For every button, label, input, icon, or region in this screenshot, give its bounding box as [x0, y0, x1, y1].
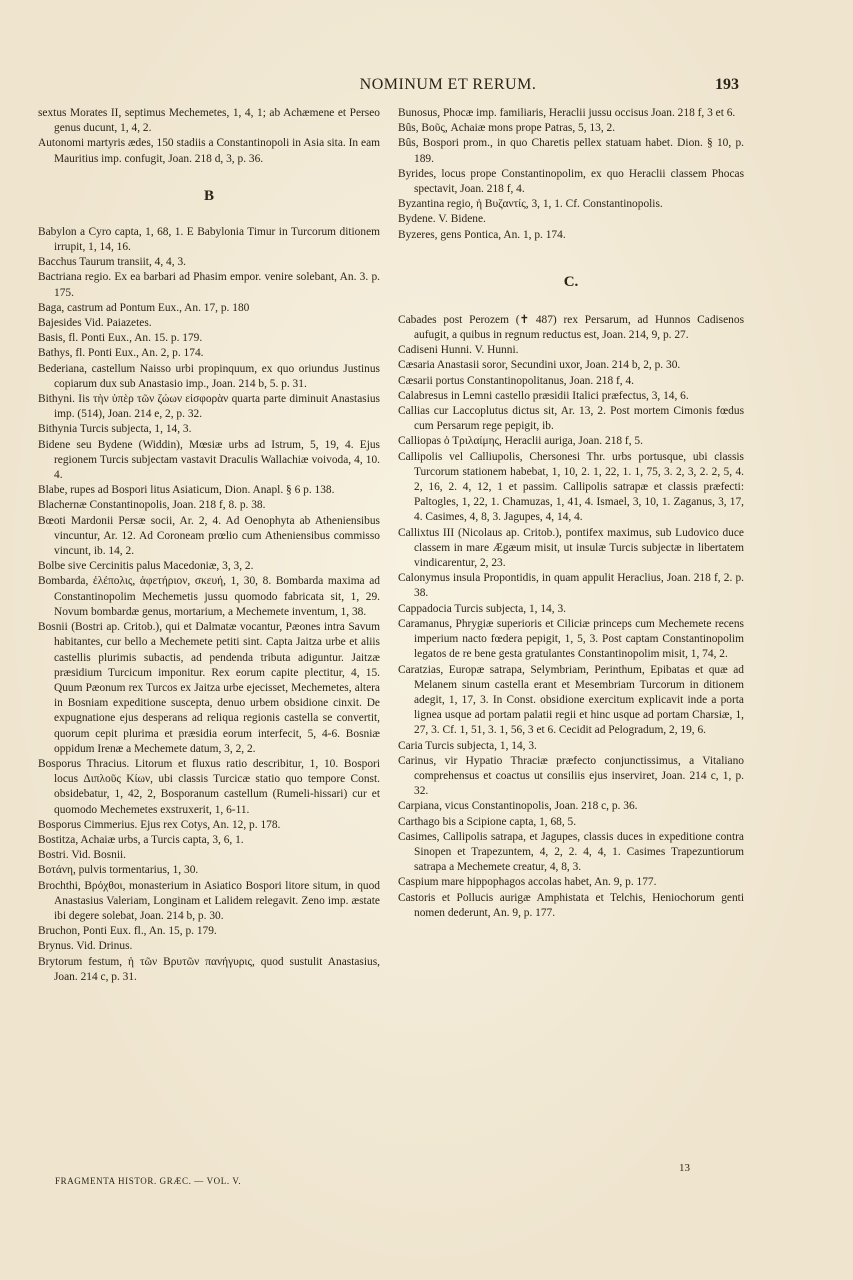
index-entry: Callipolis vel Calliupolis, Chersonesi Thr. urbs portusque, ubi classis Turcorum stationem habebat, 1, 10, 2. 1, 22, 1. 1, 75, 3. 2, 3, 2. 2, 5, 4. 2, 16, 2. 4, 12, 1 et passim. Callipolis satrapæ et classis præfecti: Paltogles, 1, 22, 1. Chamuzas, 1, 41, 4. Ismael, 3, 10, 1. Zaganus, 3, 17, 4. Casimes, 4, 8, 3. Jagupes, 4, 14, 4. [398, 450, 744, 524]
index-entry: Cæsaria Anastasii soror, Secundini uxor, Joan. 214 b, 2, p. 30. [398, 359, 681, 372]
index-entry: Caramanus, Phrygiæ superioris et Ciliciæ princeps cum Mechemete recens imperium nacto fœdera pepigit, 1, 5, 3. Post captam Constantinopolim legatos de re bene gesta gratulantes Constantinopolim misit, 1, 74, 2. [398, 617, 744, 661]
index-entry: Bûs, Bospori prom., in quo Charetis pellex statuam habet. Dion. § 10, p. 189. [398, 137, 744, 165]
index-entry: Carpiana, vicus Constantinopolis, Joan. 218 c, p. 36. [398, 800, 638, 813]
index-column-left [38, 106, 380, 985]
index-entry: Cæsarii portus Constantinopolitanus, Joan. 218 f, 4. [398, 374, 635, 387]
index-entry: Bactriana regio. Ex ea barbari ad Phasim empor. venire solebant, An. 3. p. 175. [38, 271, 380, 299]
index-entry: Caspium mare hippophagos accolas habet, An. 9, p. 177. [398, 876, 657, 889]
index-entry: Castoris et Pollucis aurigæ Amphistata et Telchis, Heniochorum genti nomen dederunt, An. 9, p. 177. [398, 891, 744, 919]
index-entry: Bosporus Thracius. Litorum et fluxus ratio describitur, 1, 10. Bospori locus Διπλοῦς Κίων, ubi classis Turcicæ statio quo tempore Const. obsidebatur, 1, 42, 2, Bosporanum castellum (Rumeli-hissari) cur et quomodo Mechemetes exstruxerit, 1, 6-11. [38, 757, 380, 816]
index-entry: Cadiseni Hunni. V. Hunni. [398, 344, 519, 357]
index-entry: Casimes, Callipolis satrapa, et Jagupes, classis duces in expeditione contra Sinopen et Trapezuntem, 4, 2, 2. 4, 4, 1. Casimes Trapezuntiorum satrapa a Mechemete creatur, 4, 8, 3. [398, 830, 744, 874]
index-entry: Autonomi martyris ædes, 150 stadiis a Constantinopoli in Asia sita. In eam Mauritius imp. confugit, Joan. 218 d, 3, p. 36. [38, 137, 380, 165]
index-entry: Βοτάνη, pulvis tormentarius, 1, 30. [38, 864, 199, 877]
index-entry: Bydene. V. Bidene. [398, 213, 486, 226]
index-entry: Bombarda, ἐλέπολις, ἀφετήριον, σκευή, 1, 30, 8. Bombarda maxima ad Constantinopolim Mechemetis jussu quomodo fabricata sit, 1, 29. Novum bombardæ genus, mortarium, a Mechemete inventum, 1, 38. [38, 575, 380, 618]
section-letter-c: C. [563, 273, 579, 290]
index-entry: Cappadocia Turcis subjecta, 1, 14, 3. [398, 602, 566, 615]
entries-b-left [38, 225, 380, 985]
index-entry: Brochthi, Βρόχθοι, monasterium in Asiatico Bospori litore situm, in quod Anastasius Valeriam, Longinam et Lalidem relegavit. Zeno imp. æstate ibi degere solebat, Joan. 214 b, p. 30. [38, 879, 380, 922]
index-entry: Callias cur Laccoplutus dictus sit, Ar. 13, 2. Post mortem Cimonis fœdus cum Persarum rege pepigit, ib. [398, 405, 744, 433]
index-entry: Babylon a Cyro capta, 1, 68, 1. E Babylonia Timur in Turcorum ditionem irrupit, 1, 14, 16. [38, 225, 380, 254]
index-entry: sextus Morates II, septimus Mechemetes, 1, 4, 1; ab Achæmene et Perseo genus ducunt, 1, 4, 2. [38, 107, 380, 135]
page-title: NOMINUM ET RERUM. [359, 76, 537, 93]
index-entry: Bederiana, castellum Naisso urbi propinquum, ex quo oriundus Justinus copiarum dux sub Anastasio imp., Joan. 214 b, 5. p. 31. [38, 362, 380, 390]
index-entry: Bûs, Βοῦς, Achaiæ mons prope Patras, 5, 13, 2. [398, 122, 616, 135]
index-entry: Bathys, fl. Ponti Eux., An. 2, p. 174. [38, 347, 204, 360]
index-entry: Bithynia Turcis subjecta, 1, 14, 3. [38, 423, 192, 436]
index-entry: Byzeres, gens Pontica, An. 1, p. 174. [398, 228, 566, 241]
index-entry: Bœoti Mardonii Persæ socii, Ar. 2, 4. Ad Oenophyta ab Atheniensibus vincuntur, Ar. 12. Ad Coroneam prœlio cum Atheniensibus commisso vincunt, ib. 14, 2. [38, 514, 380, 558]
index-entry: Callixtus III (Nicolaus ap. Critob.), pontifex maximus, sub Ludovico duce classem in mare Ægæum misit, ut insulæ Turcis subjectæ in libertatem vindicarentur, 2, 23. [398, 526, 744, 570]
index-entry: Bacchus Taurum transiit, 4, 4, 3. [38, 256, 186, 269]
index-entry: Bidene seu Bydene (Widdin), Mœsiæ urbs ad Istrum, 5, 19, 4. Ejus regionem Turcis subjectam vastavit Draculis Wallachiæ voivoda, 4, 10. 4. [38, 438, 380, 482]
index-entry: Bostri. Vid. Bosnii. [38, 849, 127, 862]
index-entry: Bajesides Vid. Paiazetes. [38, 317, 152, 330]
index-entry: Bosnii (Bostri ap. Critob.), qui et Dalmatæ vocantur, Pæones intra Savum habitantes, cur bello a Mechemete petiti sint. Capta Jaitza urbe et aliis castellis plurimis subactis, ad pendenda tributa adiguntur. Jaitzæ præsidium Turcicum imponitur. Rex eorum capite plectitur, 4, 15. Quum Pæonum rex Turcos ex Jaitza urbe ejecisset, Mechemetes, altera in Bosniam expeditione suscepta, denuo urbem obsidione cinxit. De expugnatione ejus desperans ad reliqua regionis castella se convertit, quorum cepit plurima et præsidia eorum interfecit, 5, 4-6. Bosniæ oppidum Irenæ a Mechemete datum, 3, 2, 2. [38, 621, 380, 755]
entries-a-continued [38, 106, 380, 167]
page-number: 193 [715, 76, 739, 93]
index-entry: Bostitza, Achaiæ urbs, a Turcis capta, 3, 6, 1. [38, 833, 244, 846]
index-entry: Brynus. Vid. Drinus. [38, 940, 133, 953]
signature-mark: 13 [679, 1162, 690, 1174]
index-entry: Bithyni. Iis τὴν ὑπὲρ τῶν ζώων εἰσφορὰν quarta parte diminuit Anastasius imp. (514), Joan. 214 e, 2, p. 32. [38, 393, 380, 421]
index-entry: Calliopas ὁ Τριλαίμης, Heraclii auriga, Joan. 218 f, 5. [398, 435, 643, 448]
index-entry: Calonymus insula Propontidis, in quam appulit Heraclius, Joan. 218 f, 2. p. 38. [398, 572, 744, 600]
index-entry: Blachernæ Constantinopolis, Joan. 218 f, 8. p. 38. [38, 499, 266, 512]
section-letter-b: B [203, 187, 214, 204]
index-entry: Calabresus in Lemni castello præsidii Italici præfectus, 3, 14, 6. [398, 389, 689, 402]
footer-series-title: FRAGMENTA HISTOR. GRÆC. — VOL. V. [55, 1176, 242, 1186]
index-entry: Carinus, vir Hypatio Thraciæ præfecto conjunctissimus, a Vitaliano comprehensus et coactus ut consiliis ejus inserviret, Joan. 214 c, 1, p. 32. [398, 754, 744, 798]
index-entry: Byrides, locus prope Constantinopolim, ex quo Heraclii classem Phocas spectavit, Joan. 218 f, 4. [398, 167, 744, 196]
index-entry: Bunosus, Phocæ imp. familiaris, Heraclii jussu occisus Joan. 218 f, 3 et 6. [398, 107, 736, 119]
index-entry: Bosporus Cimmerius. Ejus rex Cotys, An. 12, p. 178. [38, 818, 281, 831]
running-head [0, 76, 853, 98]
index-entry: Byzantina regio, ἡ Βυζαντίς, 3, 1, 1. Cf. Constantinopolis. [398, 198, 663, 211]
index-entry: Bolbe sive Cercinitis palus Macedoniæ, 3, 3, 2. [38, 560, 254, 573]
index-entry: Brytorum festum, ἡ τῶν Βρυτῶν πανήγυρις, quod sustulit Anastasius, Joan. 214 c, p. 31. [38, 955, 380, 983]
index-entry: Blabe, rupes ad Bospori litus Asiaticum, Dion. Anapl. § 6 p. 138. [38, 484, 335, 497]
index-entry: Carthago bis a Scipione capta, 1, 68, 5. [398, 815, 577, 828]
index-entry: Bruchon, Ponti Eux. fl., An. 15, p. 179. [38, 925, 217, 938]
entries-c [398, 313, 744, 921]
index-entry: Basis, fl. Ponti Eux., An. 15. p. 179. [38, 332, 203, 345]
index-entry: Caria Turcis subjecta, 1, 14, 3. [398, 739, 537, 752]
index-column-right [398, 106, 744, 921]
entries-b-right [398, 106, 744, 243]
index-entry: Caratzias, Europæ satrapa, Selymbriam, Perinthum, Epibatas et quæ ad Melanem sinum castella erant et Mesembriam Turcorum in ditionem adegit, 1, 17, 3. In Const. obsidione exercitum explicavit inde a porta lignea usque ad portam palatii regii et hinc usque ad portam Charsiæ, 1, 27, 3. Cf. 1, 51, 3. 1, 56, 3 et 6. Cecidit ad Pelogradum, 2, 19, 6. [398, 663, 744, 737]
index-entry: Cabades post Perozem (✝ 487) rex Persarum, ad Hunnos Cadisenos aufugit, a quibus in regnum reductus est, Joan. 214, 9, p. 27. [398, 313, 744, 342]
index-entry: Baga, castrum ad Pontum Eux., An. 17, p. 180 [38, 301, 250, 314]
